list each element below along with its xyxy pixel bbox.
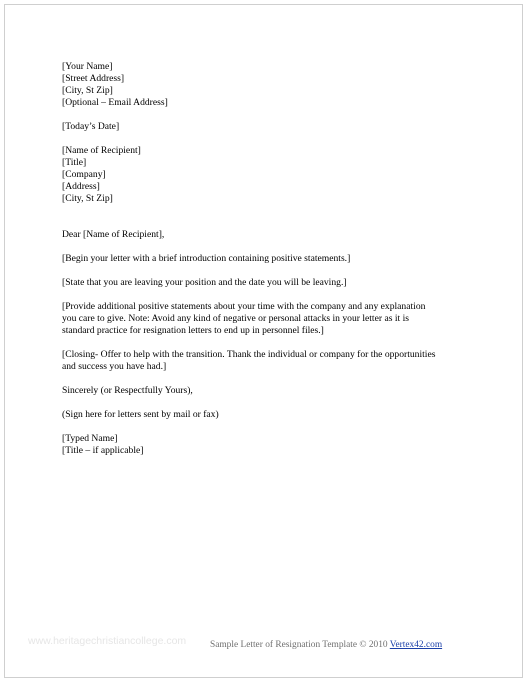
spacer [62,205,482,229]
spacer [62,265,482,277]
spacer [62,133,482,145]
spacer [62,241,482,253]
spacer [62,337,482,349]
paragraph-positive-line: [Provide additional positive statements about your time with the company and any explanation [62,301,426,312]
watermark: www.heritagechristiancollege.com [28,635,187,647]
paragraph-intro: [Begin your letter with a brief introduction containing positive statements.] [62,253,351,264]
paragraph-positive-line: standard practice for resignation letters to end up in personnel files.] [62,325,324,336]
paragraph-leaving: [State that you are leaving your position and the date you will be leaving.] [62,277,347,288]
recipient-city: [City, St Zip] [62,193,113,204]
spacer [62,397,482,409]
spacer [62,109,482,121]
footer-link[interactable]: Vertex42.com [389,640,443,650]
paragraph-positive-line: you care to give. Note: Avoid any kind of negative or personal attacks in your letter as it is [62,313,409,324]
closing: Sincerely (or Respectfully Yours), [62,385,193,396]
typed-name: [Typed Name] [62,433,118,444]
paragraph-closing-line: and success you have had.] [62,361,167,372]
letter-date: [Today’s Date] [62,121,120,132]
signature-note: (Sign here for letters sent by mail or fax) [62,409,219,420]
letter-body [62,61,482,457]
salutation: Dear [Name of Recipient], [62,229,165,240]
spacer [62,373,482,385]
recipient-company: [Company] [62,169,106,180]
recipient-address: [Address] [62,181,100,192]
sender-name: [Your Name] [62,61,113,72]
footer [210,640,442,650]
spacer [62,289,482,301]
recipient-name: [Name of Recipient] [62,145,141,156]
sender-street: [Street Address] [62,73,125,84]
spacer [62,421,482,433]
sender-email: [Optional – Email Address] [62,97,168,108]
paragraph-closing-line: [Closing- Offer to help with the transition. Thank the individual or company for the opportunities [62,349,436,360]
recipient-title: [Title] [62,157,87,168]
footer-text: Sample Letter of Resignation Template © 2010 [210,640,390,650]
signoff-title: [Title – if applicable] [62,445,144,456]
sender-city: [City, St Zip] [62,85,113,96]
